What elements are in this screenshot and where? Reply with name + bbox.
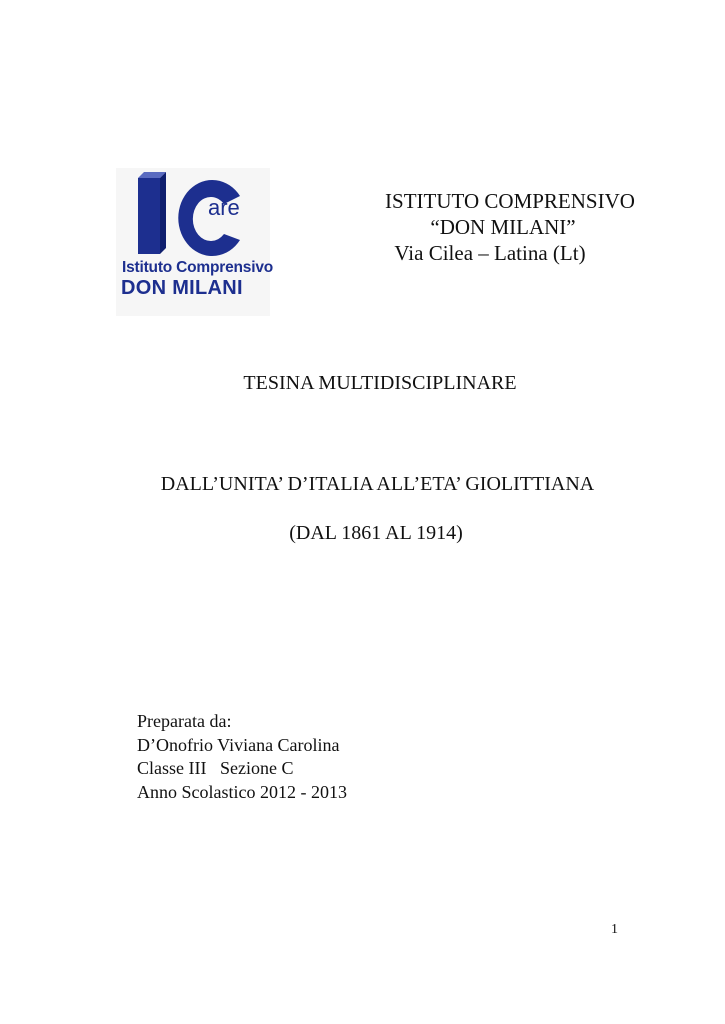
school-logo <box>116 168 274 316</box>
school-address: Via Cilea – Latina (Lt) <box>394 241 586 265</box>
school-year: Anno Scolastico 2012 - 2013 <box>137 781 347 802</box>
document-title: DALL’UNITA’ D’ITALIA ALL’ETA’ GIOLITTIANA <box>160 473 595 495</box>
prepared-by-block <box>137 710 347 804</box>
page-number: 1 <box>611 922 618 937</box>
logo-line-don-milani: DON MILANI <box>121 277 243 299</box>
icare-logo-mark <box>116 168 270 260</box>
prepared-label: Preparata da: <box>137 711 232 731</box>
class-section: Classe III Sezione C <box>137 758 294 778</box>
institute-name: ISTITUTO COMPRENSIVO <box>385 189 635 213</box>
school-name: “DON MILANI” <box>430 215 576 239</box>
logo-are-text: are <box>208 195 240 220</box>
logo-line-istituto: Istituto Comprensivo <box>122 259 274 276</box>
document-type: TESINA MULTIDISCIPLINARE <box>243 372 517 394</box>
institute-header <box>340 188 640 266</box>
author-name: D’Onofrio Viviana Carolina <box>137 734 340 755</box>
document-subtitle: (DAL 1861 AL 1914) <box>289 522 463 544</box>
